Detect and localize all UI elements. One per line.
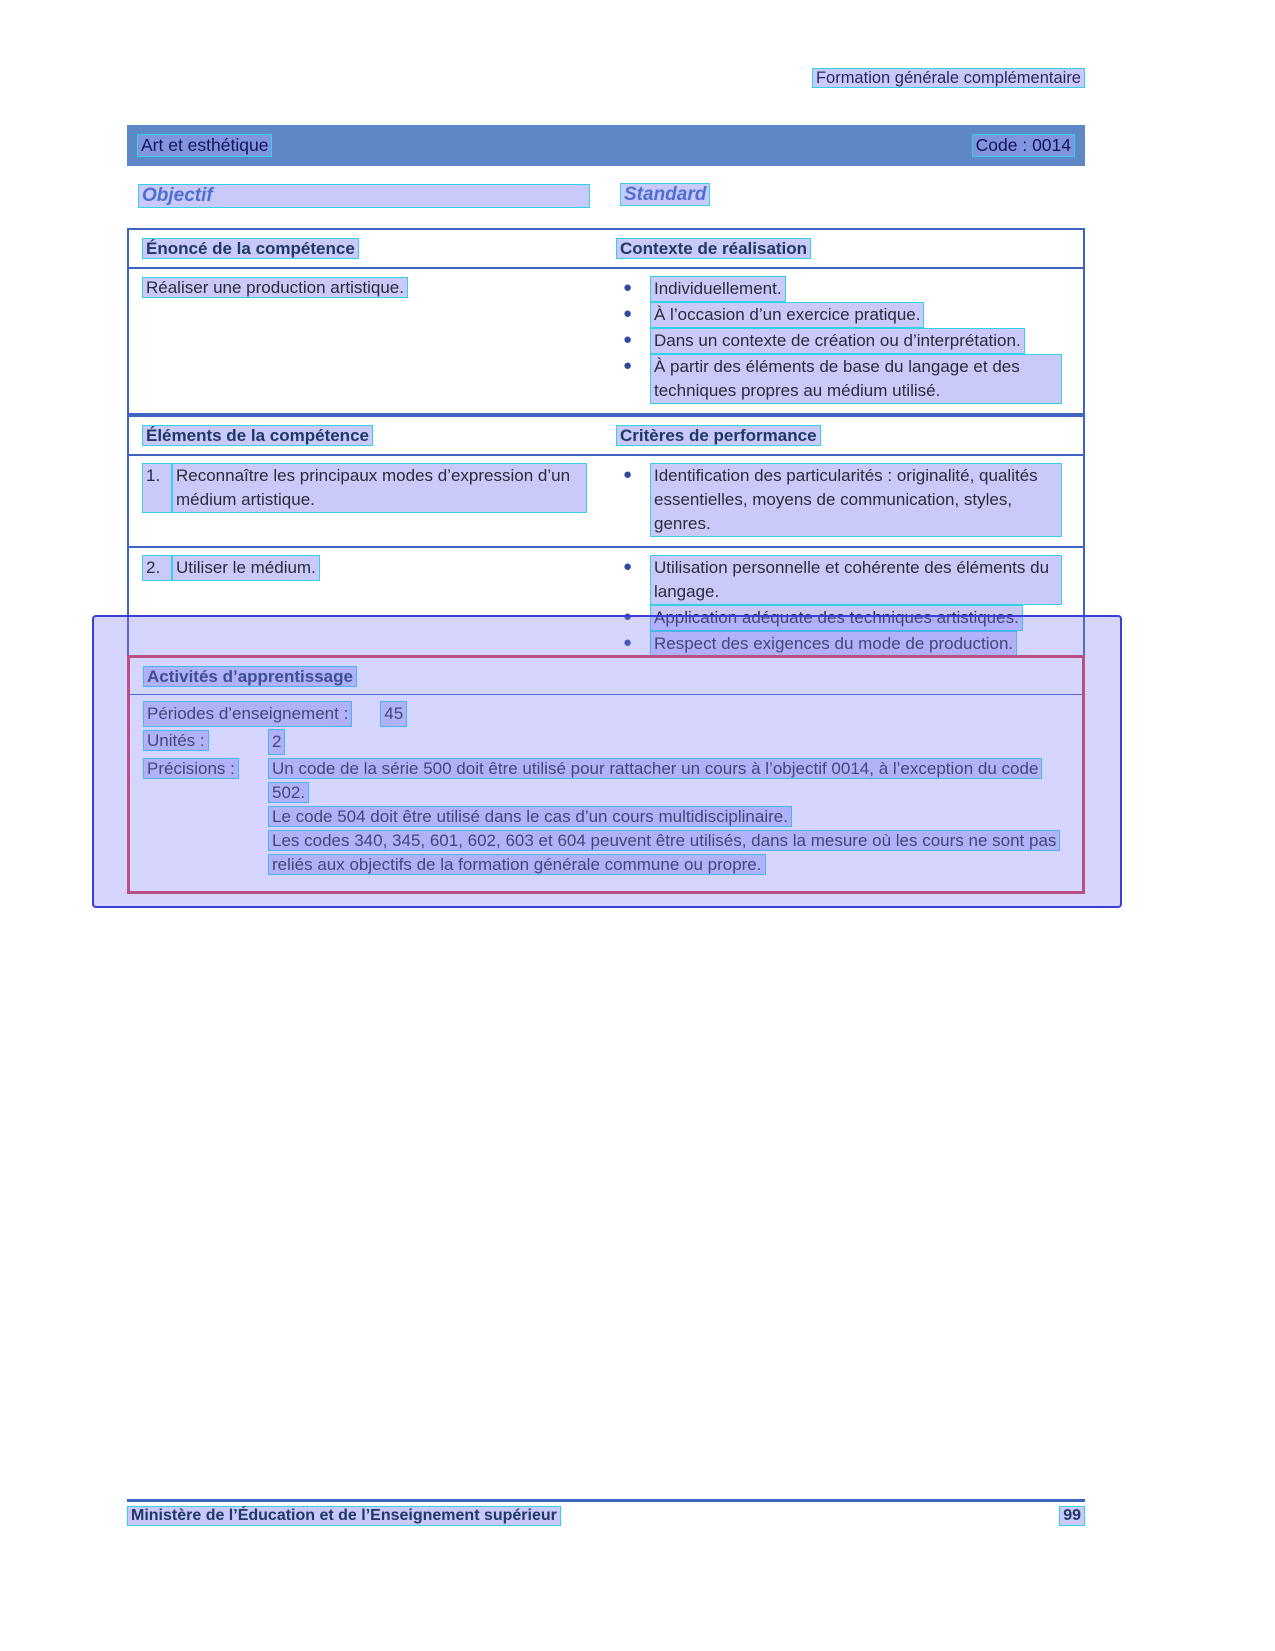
elements-table [127,415,1085,668]
list-item: ● Individuellement. [616,276,1073,302]
precisions-row [143,757,1069,877]
activities-title: Activités d’apprentissage [130,658,1082,695]
header-criteres: Critères de performance [616,424,1083,448]
periodes-value: 45 [380,701,407,727]
title-bar [127,125,1085,166]
header-elements: Éléments de la compétence [129,424,616,448]
course-code: Code : 0014 [972,134,1075,157]
precisions-text: Un code de la série 500 doit être utilisé pour rattacher un cours à l’objectif 0014, à l’exception du code 502. Le code 504 doit être utilisé dans le cas d’un cours multidisciplinaire. Les codes 340, 345, 601, 602, 603 et 604 peuvent être utilisés, dans la mesure où les cours ne sont pas reliés aux objectifs de la formation générale commune ou propre. [268,757,1069,877]
element-number: 1. [142,463,172,513]
list-item: ● Application adéquate des techniques artistiques. [616,605,1073,631]
element-cell [129,463,616,537]
bullet-icon: ● [623,558,633,575]
list-item: ● À partir des éléments de base du langage et des techniques propres au médium utilisé. [616,354,1073,404]
criteres-cell [616,463,1083,537]
activities-body [130,695,1082,891]
enonce-cell: Réaliser une production artistique. [129,276,616,404]
unites-value: 2 [268,729,285,755]
footer-text: Ministère de l’Éducation et de l’Enseignement supérieur [127,1506,561,1526]
element-number: 2. [142,555,172,581]
running-header [812,69,1085,88]
bullet-icon: ● [623,331,633,348]
unites-row [143,729,1069,755]
contexte-cell [616,276,1083,404]
elements-table-row-1 [129,456,1083,548]
unites-label-wrap: Unités : [143,729,268,755]
objectif-heading: Objectif [138,184,590,208]
bullet-icon: ● [623,279,633,296]
precisions-label-wrap: Précisions : [143,757,268,877]
bullet-icon: ● [623,466,633,483]
running-header-text: Formation générale complémentaire [812,68,1085,88]
header-contexte: Contexte de réalisation [616,237,1083,261]
competence-table-row [129,269,1083,413]
periodes-row [143,701,1069,727]
list-item: ● Utilisation personnelle et cohérente des éléments du langage. [616,555,1073,605]
list-item: ● À l’occasion d’un exercice pratique. [616,302,1073,328]
bullet-icon: ● [623,608,633,625]
bullet-icon: ● [623,634,633,651]
competence-table [127,228,1085,415]
list-item: ● Respect des exigences du mode de production. [616,631,1073,657]
periodes-label: Périodes d’enseignement : [143,701,352,727]
element-text: Utiliser le médium. [172,555,320,581]
page-number: 99 [1059,1506,1085,1526]
list-item: ● Identification des particularités : originalité, qualités essentielles, moyens de communication, styles, genres. [616,463,1073,537]
page-footer [127,1499,1085,1526]
competence-table-header [129,230,1083,269]
elements-table-row-2 [129,548,1083,666]
activities-table [127,655,1085,894]
list-item: ● Dans un contexte de création ou d’interprétation. [616,328,1073,354]
element-text: Reconnaître les principaux modes d’expression d’un médium artistique. [172,463,587,513]
element-cell [129,555,616,657]
criteres-cell [616,555,1083,657]
elements-table-header [129,417,1083,456]
bullet-icon: ● [623,357,633,374]
bullet-icon: ● [623,305,633,322]
page-title: Art et esthétique [137,134,272,157]
standard-heading: Standard [620,184,710,206]
header-enonce: Énoncé de la compétence [129,237,616,261]
